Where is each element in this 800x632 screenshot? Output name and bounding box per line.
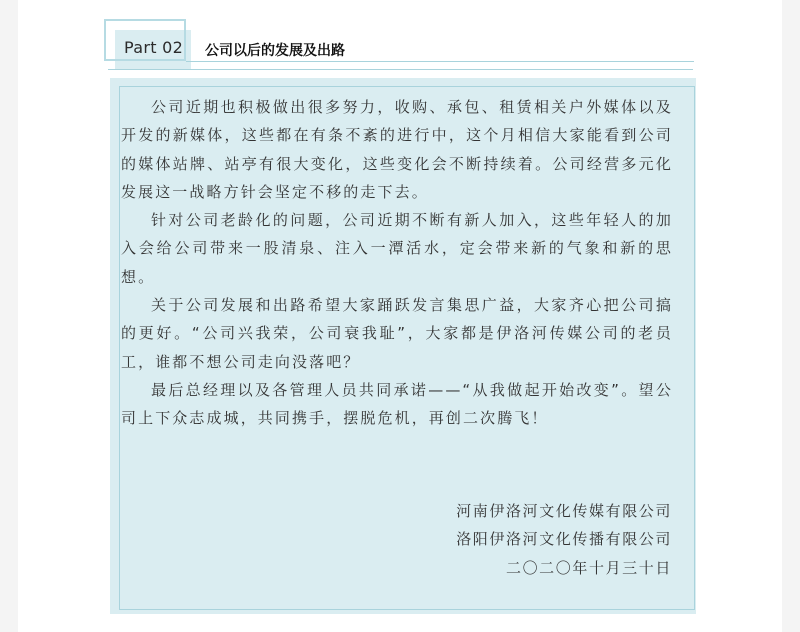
part-label: Part 02: [124, 38, 184, 57]
header-divider-bottom: [108, 69, 693, 70]
body-text: [121, 93, 673, 433]
header-divider-top: [186, 61, 694, 62]
signature-company-1: 河南伊洛河文化传媒有限公司: [456, 502, 672, 520]
signature-company-2: 洛阳伊洛河文化传播有限公司: [456, 530, 672, 549]
paragraph-3: 关于公司发展和出路希望大家踊跃发言集思广益，大家齐心把公司搞的更好。“公司兴我荣，公司衰我耻”，大家都是伊洛河传媒公司的老员工，谁都不想公司走向没落吧？: [121, 296, 673, 371]
paragraph-2: 针对公司老龄化的问题，公司近期不断有新人加入，这些年轻人的加入会给公司带来一股清泉、注入一潭活水，定会带来新的气象和新的思想。: [121, 211, 673, 286]
signature-date: 二〇二〇年十月三十日: [505, 558, 672, 577]
signature-block: [456, 497, 672, 582]
paragraph-1: 公司近期也积极做出很多努力，收购、承包、租赁相关户外媒体以及开发的新媒体，这些都在有条不紊的进行中，这个月相信大家能看到公司的媒体站牌、站亭有很大变化，这些变化会不断持续着。公司经营多元化发展这一战略方针会坚定不移的走下去。: [121, 98, 673, 201]
section-title: 公司以后的发展及出路: [205, 43, 345, 59]
paragraph-4: 最后总经理以及各管理人员共同承诺——“从我做起开始改变”。望公司上下众志成城，共同携手，摆脱危机，再创二次腾飞！: [121, 380, 673, 428]
